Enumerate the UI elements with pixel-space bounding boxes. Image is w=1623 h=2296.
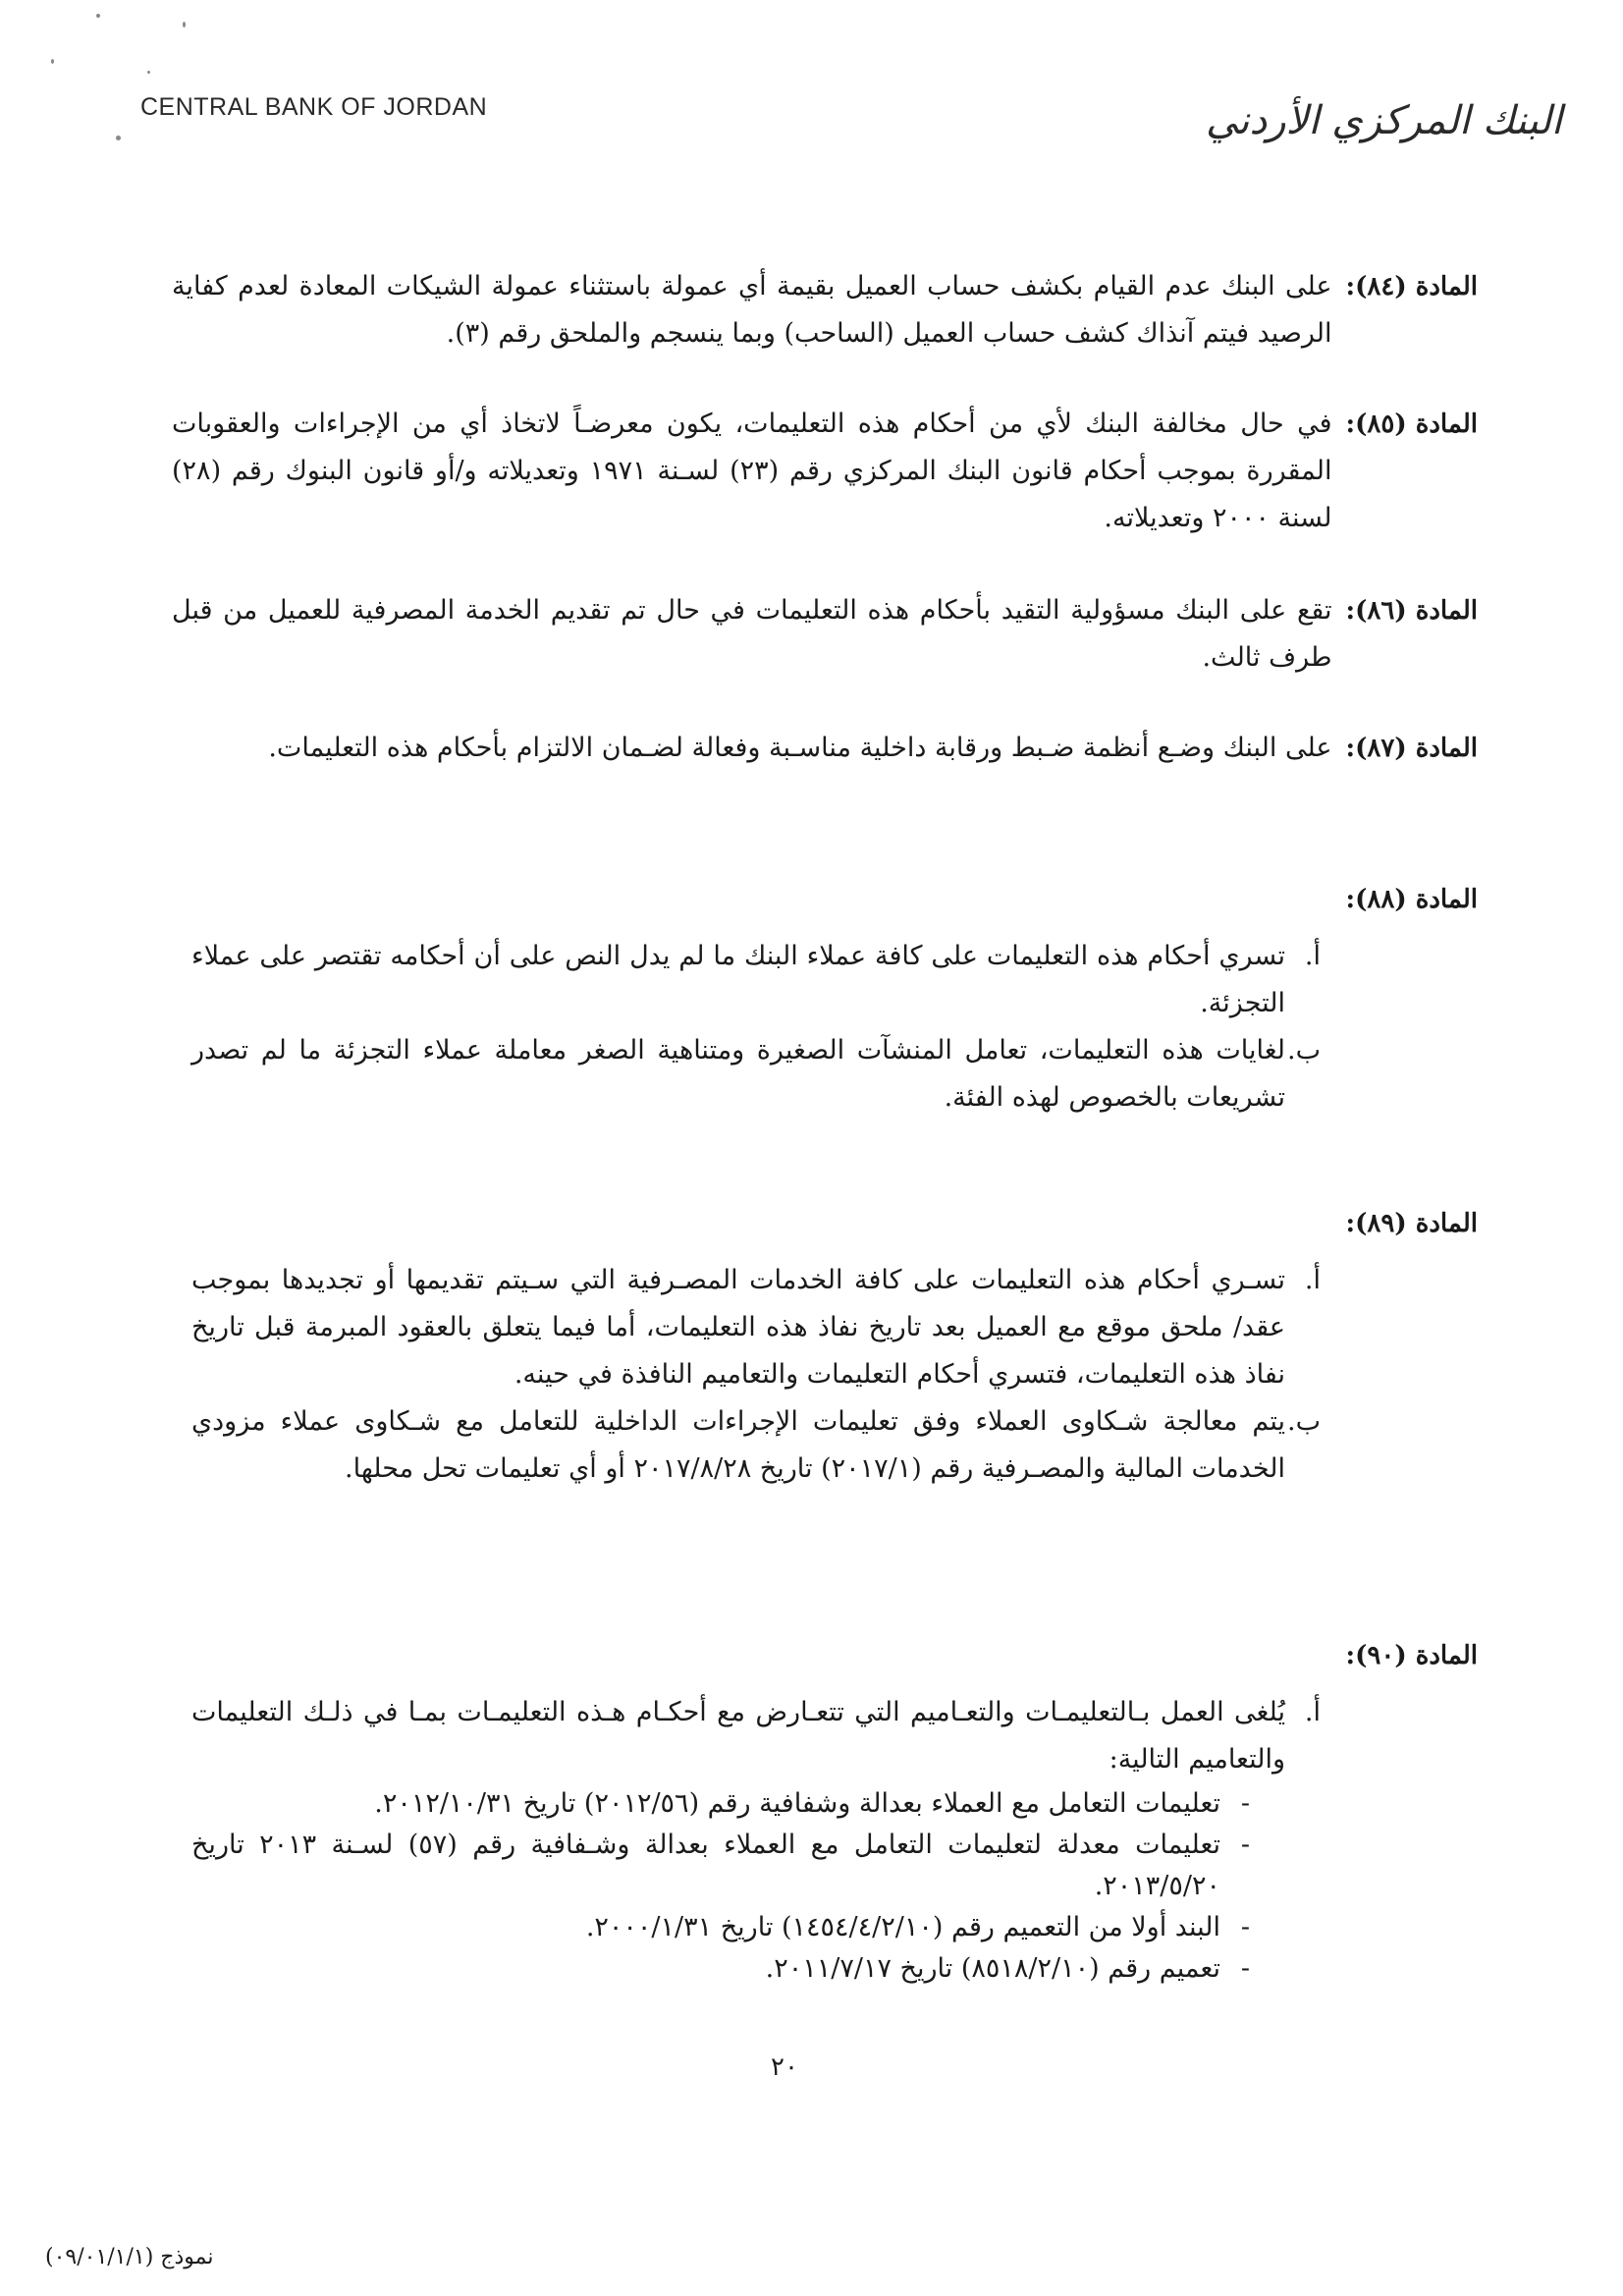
- page-number: ٢٠: [771, 2052, 798, 2082]
- repealed-list: [191, 1783, 1285, 1990]
- article-text: في حال مخالفة البنك لأي من أحكام هذه التعليمات، يكون معرضـاً لاتخاذ أي من الإجراءات والعقوبات المقررة بموجب أحكام قانون البنك المركزي رقم (٢٣) لسـنة ١٩٧١ وتعديلاته و/أو قانون البنوك رقم (٢٨) لسنة ٢٠٠٠ وتعديلاته.: [172, 409, 1332, 533]
- article-items: [172, 1257, 1478, 1493]
- scan-speck: [96, 14, 100, 18]
- repealed-item: [191, 1825, 1250, 1907]
- repealed-text: تعميم رقم (٨٥١٨/٢/١٠) تاريخ ٢٠١١/٧/١٧.: [765, 1953, 1220, 1984]
- list-item: [191, 1257, 1321, 1398]
- repealed-text: تعليمات التعامل مع العملاء بعدالة وشفافية رقم (٢٠١٢/٥٦) تاريخ ٢٠١٢/١٠/٣١.: [374, 1788, 1220, 1819]
- article-label: المادة (٩٠):: [1345, 1641, 1478, 1670]
- item-text: يتم معالجة شـكاوى العملاء وفق تعليمات الإجراءات الداخلية للتعامل مع شـكاوى عملاء مزودي الخدمات المالية والمصـرفية رقم (٢٠١٧/١) تاريخ ٢٠١٧/٨/٢٨ أو أي تعليمات تحل محلها.: [191, 1406, 1285, 1484]
- article-text: على البنك عدم القيام بكشف حساب العميل بقيمة أي عمولة باستثناء عمولة الشيكات المعادة لعدم كفاية الرصيد فيتم آنذاك كشف حساب العميل (الساحب) وبما ينسجم والملحق رقم (٣).: [172, 271, 1332, 349]
- item-marker: أ.: [1304, 1265, 1321, 1295]
- article-text: على البنك وضـع أنظمة ضـبط ورقابة داخلية مناسـبة وفعالة لضـمان الالتزام بأحكام هذه التعليمات.: [268, 733, 1332, 763]
- list-item: [191, 1398, 1321, 1493]
- item-intro: يُلغى العمل بـالتعليمـات والتعـاميم التي تتعـارض مع أحكـام هـذه التعليمـات بمـا في ذلـك التعليمات والتعاميم التالية:: [191, 1697, 1285, 1775]
- scan-speck: [183, 22, 186, 27]
- dash-bullet: -: [1240, 1788, 1250, 1819]
- item-text: لغايات هذه التعليمات، تعامل المنشآت الصغيرة ومتناهية الصغر معاملة عملاء التجزئة ما لم تصدر تشريعات بالخصوص لهذه الفئة.: [191, 1035, 1285, 1113]
- list-item: [191, 933, 1321, 1027]
- article-90: [172, 1632, 1478, 1990]
- repealed-item: [191, 1948, 1250, 1990]
- item-text: تسري أحكام هذه التعليمات على كافة عملاء البنك ما لم يدل النص على أن أحكامه تقتصر على عملاء التجزئة.: [191, 941, 1285, 1018]
- list-item: [191, 1689, 1321, 1990]
- bank-name-english: CENTRAL BANK OF JORDAN: [140, 93, 488, 121]
- scan-speck: [147, 71, 150, 74]
- repealed-item: [191, 1783, 1250, 1825]
- scan-speck: [51, 59, 54, 64]
- item-marker: أ.: [1304, 941, 1321, 971]
- article-86: [172, 587, 1478, 682]
- dash-bullet: -: [1240, 1912, 1250, 1942]
- repealed-text: تعليمات معدلة لتعليمات التعامل مع العملاء بعدالة وشـفافية رقم (٥٧) لسـنة ٢٠١٣ تاريخ ٢٠١٣/٥/٢٠.: [191, 1830, 1221, 1901]
- article-items: [172, 1689, 1478, 1990]
- item-text: تسـري أحكام هذه التعليمات على كافة الخدمات المصـرفية التي سـيتم تقديمها أو تجديدها بموجب عقد/ ملحق موقع مع العميل بعد تاريخ نفاذ هذه التعليمات، أما فيما يتعلق بالعقود المبرمة قبل تاريخ نفاذ هذه التعليمات، فتسري أحكام التعليمات والتعاميم النافذة في حينه.: [191, 1265, 1285, 1390]
- form-number: نموذج (٠٩/٠١/١/١): [45, 2245, 214, 2269]
- dash-bullet: -: [1240, 1830, 1250, 1860]
- article-label: المادة (٨٧):: [1345, 734, 1478, 763]
- article-label: المادة (٨٨):: [1345, 885, 1478, 914]
- article-label: المادة (٨٦):: [1345, 596, 1478, 626]
- article-label: المادة (٨٤):: [1345, 272, 1478, 301]
- bank-name-arabic: البنك المركزي الأردني: [1205, 98, 1562, 143]
- scan-speck: [116, 136, 121, 140]
- list-item: [191, 1027, 1321, 1121]
- article-89: [172, 1200, 1478, 1493]
- article-label: المادة (٨٩):: [1345, 1209, 1478, 1238]
- article-items: [172, 933, 1478, 1121]
- article-84: [172, 263, 1478, 357]
- dash-bullet: -: [1240, 1953, 1250, 1984]
- article-label: المادة (٨٥):: [1345, 410, 1478, 439]
- item-marker: أ.: [1304, 1697, 1321, 1727]
- item-text: [191, 1689, 1285, 1990]
- article-88: [172, 876, 1478, 1121]
- repealed-item: [191, 1907, 1250, 1948]
- article-text: تقع على البنك مسؤولية التقيد بأحكام هذه التعليمات في حال تم تقديم الخدمة المصرفية للعميل من قبل طرف ثالث.: [172, 595, 1332, 673]
- article-85: [172, 401, 1478, 542]
- article-87: [172, 725, 1478, 772]
- repealed-text: البند أولا من التعميم رقم (١٤٥٤/٤/٢/١٠) تاريخ ٢٠٠٠/١/٣١.: [585, 1912, 1220, 1942]
- item-marker: ب.: [1286, 1406, 1321, 1437]
- item-marker: ب.: [1286, 1035, 1321, 1066]
